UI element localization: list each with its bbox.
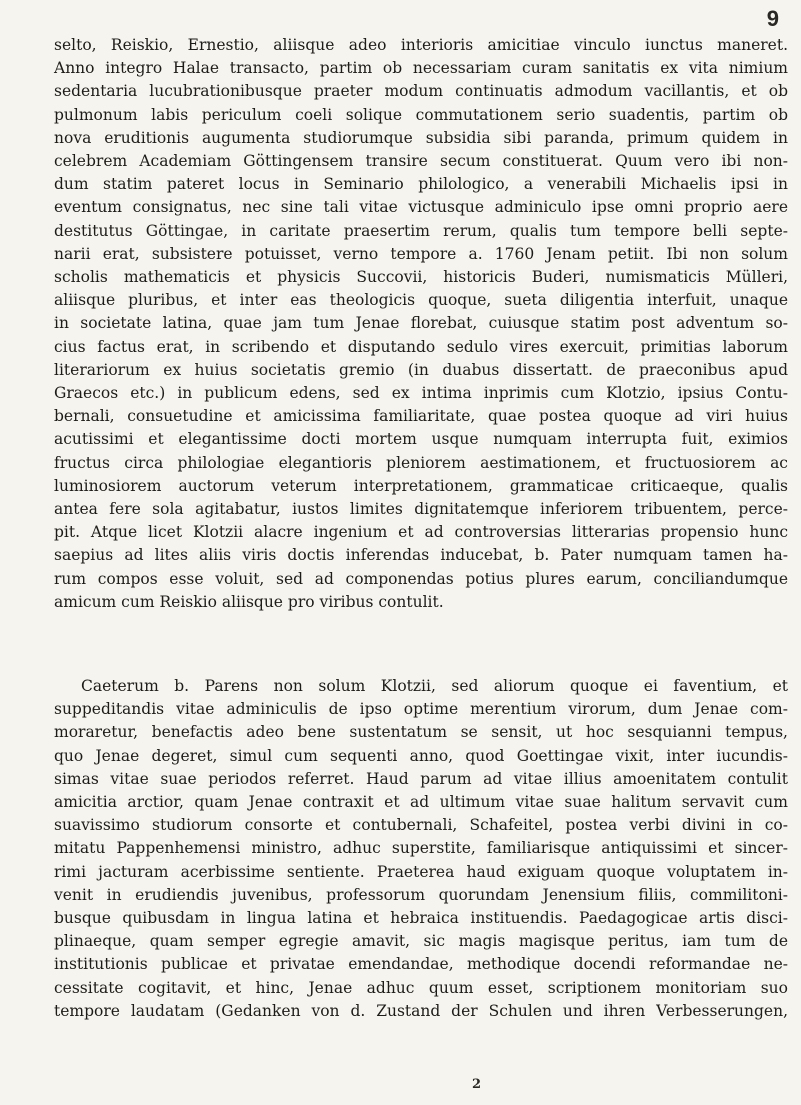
text-line: fructus circa philologiae elegantioris pleniorem aestimationem, et fructuosiorem ac — [54, 453, 788, 472]
text-line: moraretur, benefactis adeo bene sustentatum se sensit, ut hoc sesquianni tempus, — [54, 723, 788, 742]
text-line: celebrem Academiam Göttingensem transire secum constituerat. Quum vero ibi non- — [54, 152, 788, 171]
text-line: Anno integro Halae transacto, partim ob necessariam curam sanitatis ex vita nimium — [54, 59, 788, 78]
text-line: pulmonum labis periculum coeli solique commutationem serio suadentis, partim ob — [54, 105, 788, 124]
text-line: nova eruditionis augumenta studiorumque subsidia sibi paranda, primum quidem in — [54, 128, 788, 147]
text-line: suavissimo studiorum consorte et contubernali, Schafeitel, postea verbi divini in co- — [54, 816, 788, 835]
text-line: quo Jenae degeret, simul cum sequenti anno, quod Goettingae vixit, inter iucundis- — [54, 746, 788, 765]
text-line: mitatu Pappenhemensi ministro, adhuc superstite, familiarisque antiquissimi et sincer- — [54, 839, 788, 858]
text-line: saepius ad lites aliis viris doctis inferendas inducebat, b. Pater numquam tamen ha- — [54, 546, 788, 565]
text-line: cius factus erat, in scribendo et disputando sedulo vires exercuit, primitias laborum — [54, 337, 788, 356]
text-line: dum statim pateret locus in Seminario philologico, a venerabili Michaelis ipsi in — [54, 175, 788, 194]
text-line: narii erat, subsistere potuisset, verno tempore a. 1760 Jenam petiit. Ibi non solum — [54, 244, 788, 263]
text-line: cessitate cogitavit, et hinc, Jenae adhuc quum esset, scriptionem monitoriam suo — [54, 978, 788, 997]
text-line: antea fere sola agitabatur, iustos limites dignitatemque inferiorem tribuentem, perce- — [54, 500, 788, 519]
text-line: eventum consignatus, nec sine tali vitae victusque adminiculo ipse omni proprio aere — [54, 198, 788, 217]
signature-mark: 2 — [472, 1077, 482, 1092]
text-line: venit in erudiendis juvenibus, professorum quorundam Jenensium filiis, commilitoni- — [54, 885, 788, 904]
paragraph-1 — [54, 34, 788, 614]
text-line: destitutus Göttingae, in caritate praesertim rerum, qualis tum tempore belli septe- — [54, 221, 788, 240]
text-line: sedentaria lucubrationibusque praeter modum continuatis admodum vacillantis, et ob — [54, 82, 788, 101]
text-line: literariorum ex huius societatis gremio (in duabus dissertatt. de praeconibus apud — [54, 360, 788, 379]
text-line: Caeterum b. Parens non solum Klotzii, sed aliorum quoque ei faventium, et — [81, 677, 788, 695]
text-line: rum compos esse voluit, sed ad componendas potius plures earum, conciliandumque — [54, 569, 788, 588]
text-line: bernali, consuetudine et amicissima familiaritate, quae postea quoque ad viri huius — [54, 407, 788, 426]
text-line: acutissimi et elegantissime docti mortem usque numquam interrupta fuit, eximios — [54, 430, 788, 449]
text-line: institutionis publicae et privatae emendandae, methodique docendi reformandae ne- — [54, 955, 788, 974]
text-line: aliisque pluribus, et inter eas theologicis quoque, sueta diligentia interfuit, unaque — [54, 291, 788, 310]
text-line: simas vitae suae periodos referret. Haud parum ad vitae illius amoenitatem contulit — [54, 769, 788, 788]
text-line: rimi jacturam acerbissime sentiente. Praeterea haud exiguam quoque voluptatem in- — [54, 862, 788, 881]
page-number: 9 — [766, 6, 779, 31]
text-line: amicum cum Reiskio aliisque pro viribus contulit. — [54, 592, 444, 611]
text-line: scholis mathematicis et physicis Succovii, historicis Buderi, numismaticis Mülleri, — [54, 268, 788, 287]
text-line: amicitia arctior, quam Jenae contraxit et ad ultimum vitae suae halitum servavit cum — [54, 793, 788, 812]
text-line: plinaeque, quam semper egregie amavit, sic magis magisque peritus, iam tum de — [54, 932, 788, 951]
text-line: busque quibusdam in lingua latina et hebraica instituendis. Paedagogicae artis disci- — [54, 909, 788, 928]
text-line: in societate latina, quae jam tum Jenae florebat, cuiusque statim post adventum so- — [54, 314, 788, 333]
paragraph-2 — [54, 675, 788, 1023]
text-line: luminosiorem auctorum veterum interpretationem, grammaticae criticaeque, qualis — [54, 476, 788, 495]
text-line: suppeditandis vitae adminiculis de ipso optime merentium virorum, dum Jenae com- — [54, 700, 788, 719]
text-line: pit. Atque licet Klotzii alacre ingenium et ad controversias litterarias propensio hunc — [54, 523, 788, 542]
text-line: tempore laudatam (Gedanken von d. Zustand der Schulen und ihren Verbesserungen, — [54, 1001, 788, 1020]
text-line: Graecos etc.) in publicum edens, sed ex intima inprimis cum Klotzio, ipsius Contu- — [54, 384, 788, 403]
text-line: selto, Reiskio, Ernestio, aliisque adeo interioris amicitiae vinculo iunctus maneret. — [54, 36, 788, 54]
